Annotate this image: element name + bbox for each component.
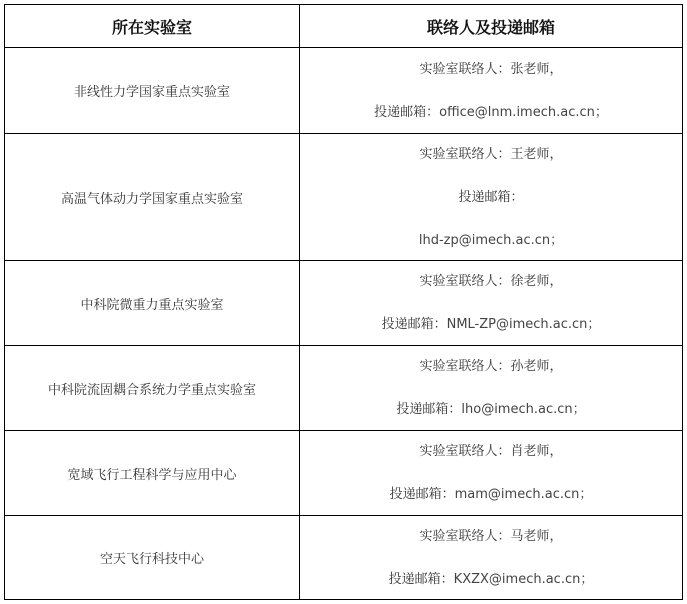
lab-contacts-table [4,4,683,600]
table-row [5,346,683,431]
contact-person: 实验室联络人：王老师， [419,146,563,162]
lab-name-cell: 高温气体动力学国家重点实验室 [5,134,300,261]
email-label: 投递邮箱： [388,571,454,587]
lab-name-cell: 空天飞行科技中心 [5,516,300,600]
email-address[interactable]: office@lnm.imech.ac.cn； [439,104,608,120]
lab-name-cell: 中科院微重力重点实验室 [5,261,300,346]
email-label: 投递邮箱： [381,317,447,332]
table-row [5,431,683,516]
contact-person: 实验室联络人：孙老师， [419,359,563,374]
contact-person: 实验室联络人：马老师， [419,528,563,544]
contact-info-cell [300,134,683,261]
contact-info-cell [300,48,683,134]
table-header-row [5,5,683,48]
contact-person: 实验室联络人：肖老师， [419,444,563,459]
email-label: 投递邮箱： [389,487,455,502]
lab-name-cell: 宽域飞行工程科学与应用中心 [5,431,300,516]
email-address[interactable]: lho@imech.ac.cn； [461,402,586,417]
table-row [5,516,683,600]
email-address[interactable]: NML-ZP@imech.ac.cn； [446,317,601,332]
email-line [300,102,682,123]
email-address[interactable]: KXZX@imech.ac.cn； [453,571,594,587]
email-line [300,484,682,505]
lab-column-header: 所在实验室 [5,5,300,48]
lab-name-cell: 中科院流固耦合系统力学重点实验室 [5,346,300,431]
contact-info-cell [300,346,683,431]
contact-person: 实验室联络人：徐老师， [419,274,563,289]
table-row [5,134,683,261]
email-label: 投递邮箱： [374,104,440,120]
email-line [300,399,682,420]
contact-info-cell [300,516,683,600]
email-line [300,569,682,590]
lab-name-cell: 非线性力学国家重点实验室 [5,48,300,134]
contact-info-cell [300,431,683,516]
table-row [5,261,683,346]
contact-info-cell [300,261,683,346]
email-address[interactable]: mam@imech.ac.cn； [454,487,593,502]
table-row [5,48,683,134]
email-address[interactable]: lhd-zp@imech.ac.cn； [418,232,564,248]
contact-person: 实验室联络人：张老师， [419,61,563,77]
email-label: 投递邮箱： [396,402,462,417]
email-label: 投递邮箱： [458,189,524,205]
email-line [300,314,682,335]
contact-column-header: 联络人及投递邮箱 [300,5,683,48]
